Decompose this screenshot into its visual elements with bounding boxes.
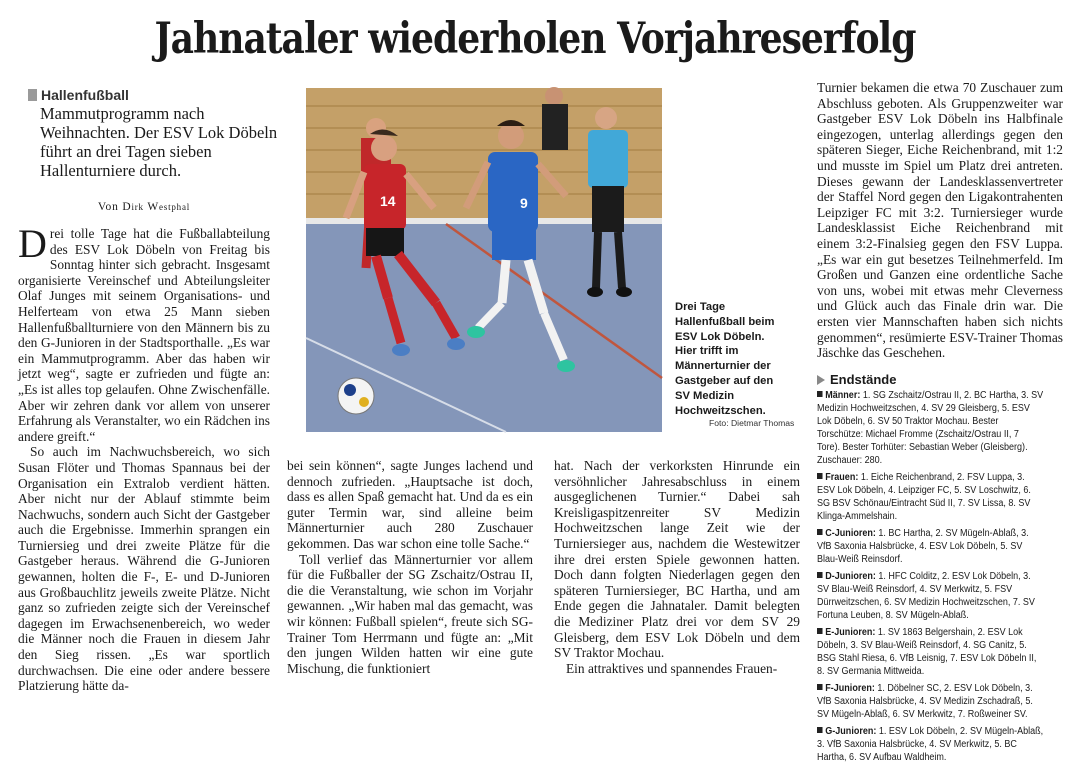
results-block-frauen (817, 471, 1043, 523)
photo-caption: Drei Tage Hallenfußball beim ESV Lok Döbeln. Hier trifft im Männerturnier der Gastgeber auf den SV Medizin Hochweitzschen. (675, 301, 775, 417)
article-column-1 (18, 221, 270, 694)
article-photo (306, 88, 662, 432)
results-label: G-Junioren: (825, 726, 877, 737)
bullet-icon (817, 529, 823, 535)
bullet-icon (817, 391, 823, 397)
player-right-number: 9 (520, 195, 528, 211)
article-paragraph: So auch im Nachwuchsbereich, wo sich Susan Flöter und Thomas Spannaus bei der Organisation ein Extralob verdient hätten. Aber nicht nur der Ablauf stimmte beim Nachwuchs, sondern auch Sicht der Gastgeber auch die Ergebnisse. Immerhin sprangen ein Turniersieg und drei zweite Plätze für die Gastgeber heraus. Während die G-Junioren gewannen, holten die F-, E- und D-Junioren aus Großbauchlitz jeweils zweite Plätze. Nicht ganz so zufrieden zeigte sich der Vereinschef dagegen im Erwachsenenbereich, wo weder die Männer noch die Frauen in diesem Jahr den Sieg rissen. „Es war sportlich durchwachsen. Die eine oder andere bessere Platzierung hätte da- (18, 444, 270, 694)
results-text: 1. Döbelner SC, 2. ESV Lok Döbeln, 3. VfB Saxonia Halsbrücke, 4. SV Medizin Zschadraß, 5. SV Mügeln-Ablaß, 6. SV Merkwitz, 7. Roßweiner SV. (817, 683, 1033, 720)
bullet-icon (817, 628, 823, 634)
results-block-f-junioren (817, 682, 1043, 721)
subheadline: Mammutprogramm nach Weihnachten. Der ESV Lok Döbeln führt an drei Tagen sieben Hallenturniere durch. (40, 104, 278, 180)
article-column-3 (554, 458, 800, 676)
results-label: C-Junioren: (825, 528, 876, 539)
drop-cap: D (18, 221, 47, 266)
results-heading (817, 372, 896, 387)
article-paragraph: hat. Nach der verkorksten Hinrunde ein versöhnlicher Jahresabschluss in einem ausgeglichenen Turnier.“ Dabei sah Kreisligaspitzenreiter SV Medizin Hochweitzschen lange Zeit wie der Turniersieger aus, nachdem die Westewitzer ihre drei ersten Spiele gewonnen hatten. Doch dann folgten Niederlagen gegen den späteren Turniersieger, BC Hartha, und am Ende gegen die Jahnataler. Damit belegten die Mediziner Platz drei vor dem SV 29 Gleisberg, dem ESV Lok Döbeln und dem SV Traktor Mochau. (554, 458, 800, 661)
bullet-icon (817, 473, 823, 479)
futsal-ball (338, 378, 374, 414)
article-paragraph (18, 221, 270, 444)
kicker (28, 87, 129, 103)
article-paragraph: Ein attraktives und spannendes Frauen- (566, 660, 778, 676)
photo-credit: Foto: Dietmar Thomas (709, 418, 795, 428)
player-left-number: 14 (380, 193, 396, 209)
byline-von: Von (97, 201, 119, 213)
results-block-maenner (817, 389, 1043, 467)
results-text: 1. HFC Colditz, 2. ESV Lok Döbeln, 3. SV Blau-Weiß Reinsdorf, 4. SV Merkwitz, 5. FSV Dürrweitzschen, 6. SV Medizin Hochweitzschen, 7. SV Fortuna Leuben, 8. SV Mügeln-Ablaß. (817, 571, 1035, 621)
article-column-2 (287, 458, 533, 676)
kicker-marker-icon (28, 89, 37, 101)
byline-first-initial: D (122, 201, 132, 213)
bullet-icon (817, 684, 823, 690)
triangle-icon (817, 375, 825, 385)
results-label: E-Junioren: (825, 627, 876, 638)
results-block-g-junioren (817, 725, 1043, 764)
results-block-e-junioren (817, 626, 1043, 678)
results-block-c-junioren (817, 527, 1043, 566)
headline: Jahnataler wiederholen Vorjahreserfolg (154, 14, 916, 64)
results-list (817, 389, 1043, 768)
results-text: 1. SG Zschaitz/Ostrau II, 2. BC Hartha, 3. SV Medizin Hochweitzschen, 4. SV 29 Gleisberg, 5. ESV Lok Döbeln, 6. SV 50 Traktor Mochau. Bester Torschütze: Michael Fromme (Zschaitz/Ostrau II, 7 Tore). Bester Torhüter: Sebastian Weber (Gleisberg). Zuschauer: 280. (817, 390, 1044, 466)
results-text: 1. SV 1863 Belgershain, 2. ESV Lok Döbeln, 3. SV Blau-Weiß Reinsdorf, 4. SG Canitz, 5. BSG Stahl Riesa, 6. VfB Leisnig, 7. ESV Lok Döbeln II, 8. SV Germania Mittweida. (817, 627, 1037, 677)
byline-last-initial: W (147, 201, 159, 213)
article-text: rei tolle Tage hat die Fußballabteilung des ESV Lok Döbeln von Freitag bis Sonntag hinter sich gebracht. Insgesamt organisierte Vereinschef und Abteilungsleiter Olaf Junges mit seinem Organisations- und Helferteam von etwa 25 Mann sieben Hallenfußballturniere von den Männern bis zu den G-Junioren in der Stadtsporthalle. „Es war ein Mammutprogramm. Aber das haben wir jetzt weg“, sagte er zufrieden und fügte an: „Es ist alles top gelaufen. Ohne Zwischenfälle. Aber wir zehren dank vor allem von unserer Erfahrung als Veranstalter, wo ein Rädchen ins andere greift.“ (18, 226, 270, 444)
results-text: 1. BC Hartha, 2. SV Mügeln-Ablaß, 3. VfB Saxonia Halsbrücke, 4. ESV Lok Döbeln, 5. SV Blau-Weiß Reinsdorf. (817, 528, 1029, 565)
article-paragraph: Toll verlief das Männerturnier vor allem für die Fußballer der SG Zschaitz/Ostrau II, die die Veranstaltung, wie schon im Vorjahr gewannen. „Wir haben mal das gemacht, was wir können: Fußball spielen“, freute sich SG-Trainer Tom Herrmann und fügte an: „Mit den jungen Wilden hatten wir eine gute Mischung, die funktioniert (287, 551, 533, 676)
kicker-label: Hallenfußball (41, 87, 129, 103)
results-label: Männer: (825, 390, 861, 401)
bullet-icon (817, 727, 823, 733)
article-column-4 (817, 80, 1063, 361)
results-text: 1. ESV Lok Döbeln, 2. SV Mügeln-Ablaß, 3. VfB Saxonia Halsbrücke, 4. SV Merkwitz, 5. BC Hartha, 6. SV Aufbau Waldheim. (817, 726, 1044, 763)
byline-last-rest: estphal (158, 202, 191, 212)
results-label: D-Junioren: (825, 571, 876, 582)
results-title: Endstände (830, 372, 897, 387)
article-paragraph: bei sein können“, sagte Junges lachend und dennoch zufrieden. „Hauptsache ist doch, dass es allen Spaß gemacht hat. Und da es ein guter Termin war, sind alleine beim Männerturnier auch 280 Zuschauer gekommen. Das war schon eine tolle Sache.“ (287, 458, 533, 551)
bullet-icon (817, 572, 823, 578)
futsal-photo-illustration (306, 88, 662, 432)
results-block-d-junioren (817, 570, 1043, 622)
results-label: F-Junioren: (825, 683, 875, 694)
byline (0, 201, 288, 213)
results-label: Frauen: (825, 472, 859, 483)
article-paragraph: Turnier bekamen die etwa 70 Zuschauer zum Abschluss geboten. Als Gruppenzweiter war Gastgeber ESV Lok Döbeln ins Halbfinale eingezogen, unterlag allerdings gegen den späteren Sieger, Eiche Reichenbrand, mit 1:2 und musste im Spiel um Platz drei antreten. Dieses gewann der Landesklassenvertreter der Staffel Nord gegen den Ligakontrahenten Leipziger FC mit 3:2. Turniersieger wurde Landesklassist Eiche Reichenbrand mit einem 3:2-Finalsieg gegen den FSV Luppa. „Es war ein gut besetzes Teilnehmerfeld. Im Großen und Ganzen eine ordentliche Sache von uns, wobei mit etwas mehr Cleverness und Glück auch das Finale drin war. Die ersten vier Mannschaften haben sich nichts genommen“, resümierte ESV-Trainer Thomas Jäschke das Geschehen. (817, 80, 1063, 361)
byline-first-rest: irk (131, 202, 144, 212)
results-text: 1. Eiche Reichenbrand, 2. FSV Luppa, 3. ESV Lok Döbeln, 4. Leipziger FC, 5. SV Loschwitz, 6. SG BSV Schönau/Eintracht Süd II, 7. SV Lissa, 8. SV Klinga-Ammelshain. (817, 472, 1031, 522)
